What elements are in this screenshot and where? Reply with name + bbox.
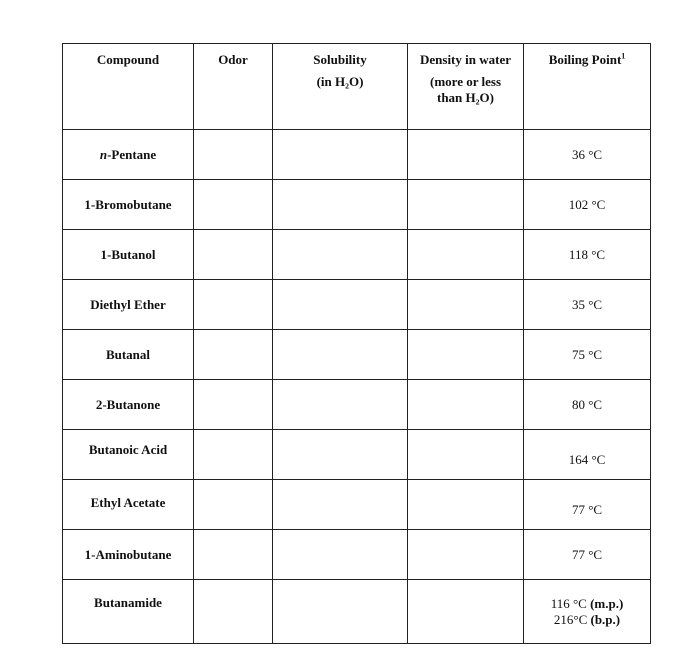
density-cell [408, 230, 524, 280]
odor-cell [194, 530, 273, 580]
table-row [63, 530, 651, 580]
boiling-point-cell: 77 °C [524, 530, 651, 580]
header-boiling-point: Boiling Point$^1$ [524, 44, 651, 130]
table-row [63, 280, 651, 330]
density-cell [408, 330, 524, 380]
compound-name-cell: n-Pentane [63, 130, 194, 180]
solubility-cell [273, 530, 408, 580]
odor-cell [194, 180, 273, 230]
density-cell [408, 280, 524, 330]
density-cell [408, 530, 524, 580]
compound-name-cell: Butanamide [63, 580, 194, 644]
header-odor: Odor [194, 44, 273, 130]
odor-cell [194, 430, 273, 480]
compound-name-cell: Butanal [63, 330, 194, 380]
odor-cell [194, 130, 273, 180]
compound-properties-table [62, 43, 651, 644]
header-solubility [273, 44, 408, 130]
density-cell [408, 430, 524, 480]
table-row [63, 430, 651, 480]
compound-name-cell: 2-Butanone [63, 380, 194, 430]
compound-name-cell: Butanoic Acid [63, 430, 194, 480]
header-compound: Compound [63, 44, 194, 130]
density-cell [408, 580, 524, 644]
odor-cell [194, 330, 273, 380]
odor-cell [194, 480, 273, 530]
header-row [63, 44, 651, 130]
melting-point-line: 116 °C (m.p.) [550, 595, 624, 611]
table-row [63, 230, 651, 280]
compound-name-cell: Diethyl Ether [63, 280, 194, 330]
odor-cell [194, 580, 273, 644]
table-row [63, 330, 651, 380]
solubility-cell [273, 480, 408, 530]
density-cell [408, 380, 524, 430]
boiling-point-line: 216°C (b.p.) [553, 611, 621, 627]
table-row [63, 380, 651, 430]
solubility-cell [273, 580, 408, 644]
compound-name-cell: 1-Aminobutane [63, 530, 194, 580]
density-cell [408, 130, 524, 180]
solubility-cell [273, 230, 408, 280]
boiling-point-cell: 35 °C [524, 280, 651, 330]
solubility-cell [273, 180, 408, 230]
odor-cell [194, 380, 273, 430]
boiling-point-cell: 75 °C [524, 330, 651, 380]
odor-cell [194, 230, 273, 280]
header-density-line1: Density in water [420, 52, 511, 67]
header-density [408, 44, 524, 130]
boiling-point-footnote: 1 [621, 51, 626, 61]
compound-name-cell: 1-Bromobutane [63, 180, 194, 230]
boiling-point-cell: 164 °C [524, 430, 651, 480]
density-cell [408, 180, 524, 230]
boiling-point-cell: 118 °C [524, 230, 651, 280]
solubility-cell [273, 130, 408, 180]
boiling-point-cell: 102 °C [524, 180, 651, 230]
header-density-line3: than H₂O) [437, 90, 494, 105]
boiling-point-cell: 77 °C [524, 480, 651, 530]
solubility-cell [273, 430, 408, 480]
solubility-cell [273, 330, 408, 380]
compound-name-cell: Ethyl Acetate [63, 480, 194, 530]
density-cell [408, 480, 524, 530]
compound-name-cell: 1-Butanol [63, 230, 194, 280]
table-row [63, 480, 651, 530]
header-solubility-line2: (in H₂O) [316, 74, 364, 89]
boiling-point-cell: 80 °C [524, 380, 651, 430]
table-row [63, 130, 651, 180]
table-row [63, 580, 651, 644]
table-row [63, 180, 651, 230]
boiling-point-cell [524, 580, 651, 644]
odor-cell [194, 280, 273, 330]
solubility-cell [273, 280, 408, 330]
header-density-line2: (more or less [430, 74, 501, 89]
header-solubility-line1: Solubility [313, 52, 367, 67]
solubility-cell [273, 380, 408, 430]
boiling-point-cell: 36 °C [524, 130, 651, 180]
